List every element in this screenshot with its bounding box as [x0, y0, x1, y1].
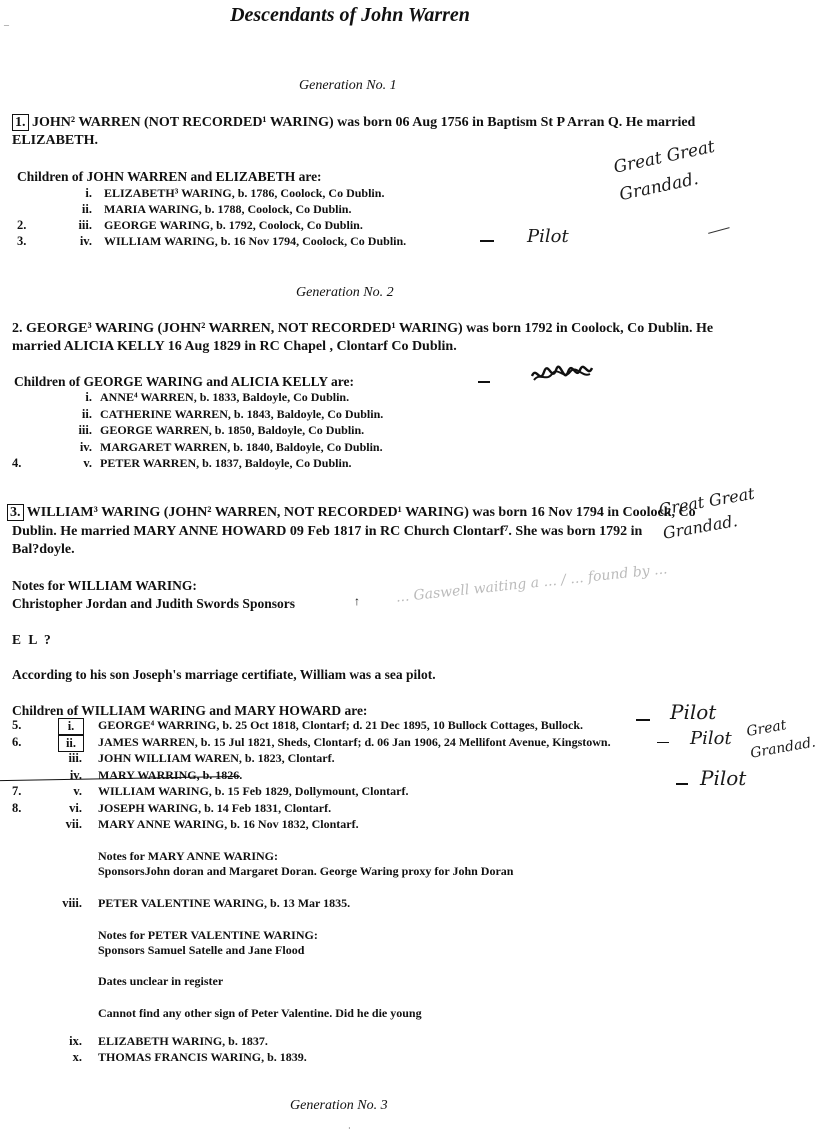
- child-roman-index: i.: [85, 390, 92, 404]
- child-generation-number: 8.: [12, 800, 22, 815]
- william-entry-text: WILLIAM³ WARING (JOHN² WARREN, NOT RECORDED¹ WARING) was born 16 Nov 1794 in Coolock, Co: [26, 505, 696, 520]
- child-roman-index: ii.: [81, 406, 92, 421]
- dates-unclear-note: Dates unclear in register: [98, 974, 224, 988]
- william-entry-line2: Dublin. He married MARY ANNE HOWARD 09 Feb 1817 in RC Church Clontarf⁷. She was born 1792 in: [12, 524, 643, 539]
- page-dot: ·: [348, 1124, 351, 1133]
- mary-anne-notes-line: SponsorsJohn doran and Margaret Doran. George Waring proxy for John Doran: [98, 864, 514, 878]
- dash-marker: [636, 719, 650, 721]
- generation-1-heading: Generation No. 1: [299, 78, 397, 93]
- handwritten-faint-note: ... Gaswell waiting a ... / ... found by ...: [395, 561, 669, 606]
- child-entry: JOHN WILLIAM WAREN, b. 1823, Clontarf.: [98, 751, 335, 765]
- handwritten-pilot-mary: Pilot: [700, 766, 747, 790]
- child-roman-index: iv.: [69, 767, 82, 782]
- child-roman-index: iii.: [68, 751, 82, 765]
- child-entry: PETER WARREN, b. 1837, Baldoyle, Co Dublin.: [100, 456, 352, 470]
- child-entry: ANNE⁴ WARREN, b. 1833, Baldoyle, Co Dublin.: [100, 390, 350, 404]
- gen1-index-box: 1.: [12, 114, 29, 131]
- marriage-certificate-note: According to his son Joseph's marriage certifiate, William was a sea pilot.: [12, 667, 436, 682]
- child-roman-index: ii.: [81, 202, 92, 216]
- child-generation-number: 6.: [12, 734, 22, 749]
- william-entry-line1: [7, 505, 696, 521]
- william-children-header: Children of WILLIAM WARING and MARY HOWARD are:: [12, 703, 368, 718]
- gen1-entry-line2: ELIZABETH.: [12, 133, 98, 148]
- child-roman-index: vi.: [69, 800, 82, 815]
- child-roman-index: i.: [85, 186, 92, 200]
- william-entry-line3: Bal?doyle.: [12, 542, 75, 557]
- child-entry: MARGARET WARREN, b. 1840, Baldoyle, Co Dublin.: [100, 439, 383, 454]
- handwritten-great-grandad: Great Grandad.: [745, 717, 817, 762]
- child-entry: MARIA WARING, b. 1788, Coolock, Co Dublin.: [104, 202, 352, 216]
- peter-notes-header: Notes for PETER VALENTINE WARING:: [98, 928, 318, 942]
- mary-anne-notes-header: Notes for MARY ANNE WARING:: [98, 849, 279, 863]
- william-notes-header: Notes for WILLIAM WARING:: [12, 578, 197, 593]
- child-roman-index: iv.: [79, 234, 92, 248]
- handwritten-great-great-grandad-2: Great Great Grandad.: [657, 483, 756, 543]
- handwritten-great-great-grandad: Great Great Grandad.: [611, 136, 717, 206]
- child-entry: ELIZABETH³ WARING, b. 1786, Coolock, Co Dublin.: [104, 186, 385, 200]
- generation-2-heading: Generation No. 2: [296, 285, 394, 300]
- child-entry: WILLIAM WARING, b. 15 Feb 1829, Dollymount, Clontarf.: [98, 784, 409, 798]
- handwritten-pilot-1: Pilot: [527, 226, 569, 247]
- gen2-children-header: Children of GEORGE WARING and ALICIA KELLY are:: [14, 374, 354, 389]
- child-roman-index: v.: [83, 456, 92, 470]
- child-roman-index: x.: [72, 1050, 82, 1064]
- handwritten-pilot-james: Pilot: [690, 728, 732, 749]
- cannot-find-note: Cannot find any other sign of Peter Valentine. Did he die young: [98, 1006, 422, 1020]
- dash-marker: [480, 240, 494, 242]
- gen2-entry-line2: married ALICIA KELLY 16 Aug 1829 in RC Chapel , Clontarf Co Dublin.: [12, 339, 457, 354]
- child-roman-index: ix.: [69, 1034, 82, 1048]
- arrow-marker: ↑: [354, 594, 360, 608]
- gen1-entry-line1: [12, 115, 695, 131]
- child-entry: JAMES WARREN, b. 15 Jul 1821, Sheds, Clontarf; d. 06 Jan 1906, 24 Mellifont Avenue, Kingstown.: [98, 734, 611, 749]
- child-roman-index: vii.: [65, 817, 82, 831]
- dash-marker: [657, 742, 669, 743]
- child-entry: MARY WARRING, b. 1826.: [98, 767, 243, 782]
- gen1-entry-text: JOHN² WARREN (NOT RECORDED¹ WARING) was born 06 Aug 1756 in Baptism St P Arran Q. He married: [32, 115, 696, 130]
- handwritten-pilot-george: Pilot: [670, 700, 717, 724]
- child-entry: GEORGE WARING, b. 1792, Coolock, Co Dublin.: [104, 218, 363, 232]
- child-entry: GEORGE⁴ WARRING, b. 25 Oct 1818, Clontarf; d. 21 Dec 1895, 10 Bullock Cottages, Bullock.: [98, 718, 584, 732]
- peter-notes-line: Sponsors Samuel Satelle and Jane Flood: [98, 943, 305, 957]
- child-roman-index: iii.: [78, 218, 92, 232]
- handwritten-stroke: [708, 227, 730, 235]
- child-roman-index: v.: [73, 784, 82, 798]
- generation-3-heading: Generation No. 3: [290, 1098, 388, 1113]
- gen1-children-header: Children of JOHN WARREN and ELIZABETH are:: [17, 169, 322, 184]
- child-generation-number: 7.: [12, 784, 22, 798]
- peter-valentine-entry: PETER VALENTINE WARING, b. 13 Mar 1835.: [98, 896, 351, 910]
- william-notes-line: Christopher Jordan and Judith Swords Sponsors: [12, 596, 295, 611]
- child-roman-index: ii.: [58, 735, 84, 752]
- el-query: E L ?: [12, 632, 53, 647]
- child-generation-number: 2.: [17, 218, 27, 232]
- document-title: Descendants of John Warren: [230, 4, 470, 26]
- dash-marker: [676, 783, 688, 785]
- child-entry: MARY ANNE WARING, b. 16 Nov 1832, Clontarf.: [98, 817, 359, 831]
- child-generation-number: 3.: [17, 234, 27, 248]
- child-entry: GEORGE WARREN, b. 1850, Baldoyle, Co Dublin.: [100, 423, 365, 437]
- child-roman-index: i.: [58, 718, 84, 735]
- child-generation-number: 4.: [12, 456, 22, 470]
- child-entry: THOMAS FRANCIS WARING, b. 1839.: [98, 1050, 307, 1064]
- child-entry: WILLIAM WARING, b. 16 Nov 1794, Coolock, Co Dublin.: [104, 234, 407, 248]
- william-index-box: 3.: [7, 504, 24, 521]
- child-roman-index: iii.: [78, 423, 92, 437]
- child-entry: CATHERINE WARREN, b. 1843, Baldoyle, Co Dublin.: [100, 406, 384, 421]
- corner-mark: –: [4, 20, 9, 31]
- peter-roman: viii.: [62, 896, 82, 910]
- child-generation-number: 5.: [12, 718, 22, 732]
- child-roman-index: iv.: [79, 439, 92, 454]
- child-entry: ELIZABETH WARING, b. 1837.: [98, 1034, 268, 1048]
- scribble-mark: [530, 364, 594, 386]
- child-entry: JOSEPH WARING, b. 14 Feb 1831, Clontarf.: [98, 800, 332, 815]
- dash-marker: [478, 381, 490, 383]
- gen2-entry-line1: 2. GEORGE³ WARING (JOHN² WARREN, NOT RECORDED¹ WARING) was born 1792 in Coolock, Co Dublin. He: [12, 321, 714, 336]
